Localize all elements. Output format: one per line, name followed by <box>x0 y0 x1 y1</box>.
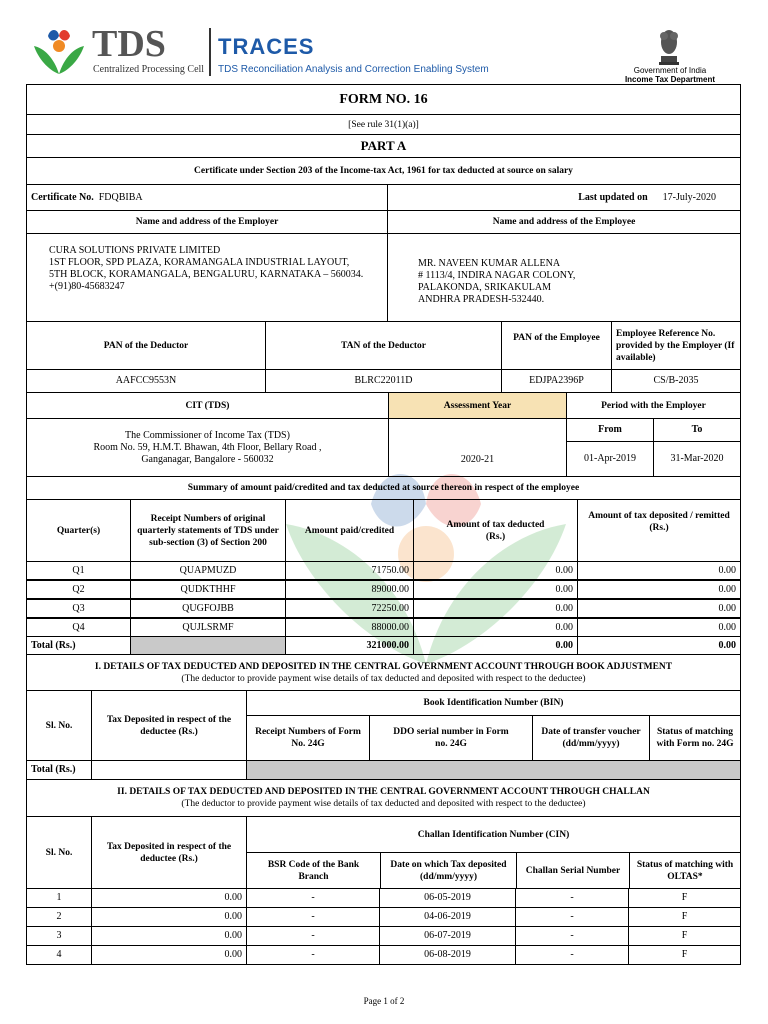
challan-date: 06-07-2019 <box>379 927 515 945</box>
cit-head: CIT (TDS) <box>185 400 230 411</box>
pan-heads-row <box>26 321 741 370</box>
challan-date: 04-06-2019 <box>379 908 515 926</box>
challan-slno: 1 <box>56 892 62 903</box>
last-updated-value: 17-July-2020 <box>662 191 716 203</box>
cin-group <box>246 817 740 888</box>
quarter: Q4 <box>72 621 85 633</box>
period-from <box>566 419 653 476</box>
cin-head: Challan Identification Number (CIN) <box>247 817 740 853</box>
challan-status: F <box>628 946 740 964</box>
employee-line: MR. NAVEEN KUMAR ALLENA <box>418 258 561 269</box>
pan-employee: EDJPA2396P <box>501 370 611 392</box>
challan-date: 06-05-2019 <box>379 889 515 907</box>
section-2-sub: (The deductor to provide payment wise details of tax deducted and deposited with respect to the deductee) <box>181 799 586 809</box>
bin-group <box>246 691 740 760</box>
bin-total-value <box>91 761 246 779</box>
name-heads-row <box>26 210 741 234</box>
tax-deposited: 0.00 <box>577 600 740 617</box>
tan-deductor-head: TAN of the Deductor <box>265 322 501 369</box>
cin-col-bsr: BSR Code of the Bank Branch <box>267 859 360 882</box>
bin-col-ddo: DDO serial number in Form no. 24G <box>369 716 532 760</box>
challan-date: 06-08-2019 <box>379 946 515 964</box>
summary-head: Summary of amount paid/credited and tax deducted at source thereon in respect of the employee <box>187 483 580 493</box>
form-title: FORM NO. 16 <box>339 91 428 107</box>
employer-line: +(91)80-45683247 <box>49 281 125 292</box>
summary-row <box>26 618 741 637</box>
period-head: Period with the Employer <box>566 393 740 418</box>
receipt-number: QUJLSRMF <box>130 619 285 636</box>
rule-ref: [See rule 31(1)(a)] <box>348 119 419 130</box>
period-to <box>653 419 740 476</box>
challan-slno: 4 <box>56 949 62 960</box>
tax-deducted: 0.00 <box>413 581 577 598</box>
challan-status: F <box>628 908 740 926</box>
ay-head: Assessment Year <box>388 393 566 418</box>
cin-slno-head: Sl. No. <box>45 847 73 858</box>
cin-col-date: Date on which Tax deposited (dd/mm/yyyy) <box>380 853 516 888</box>
challan-slno: 3 <box>56 930 62 941</box>
from-value: 01-Apr-2019 <box>583 453 636 464</box>
form-title-row <box>26 84 741 115</box>
employer-head: Name and address of the Employer <box>135 217 279 227</box>
last-updated-label: Last updated on <box>578 191 648 203</box>
certificate-heading-row <box>26 157 741 185</box>
employee-line: # 1113/4, INDIRA NAGAR COLONY, <box>418 270 576 281</box>
cert-no-label: Certificate No. <box>31 191 94 203</box>
cit-line: The Commissioner of Income Tax (TDS) <box>125 429 290 441</box>
amount-paid: 72250.00 <box>285 600 413 617</box>
challan-row <box>26 888 741 908</box>
challan-status: F <box>628 889 740 907</box>
page-footer: Page 1 of 2 <box>363 996 405 1006</box>
national-emblem-icon <box>655 26 683 66</box>
gov-line-2: Income Tax Department <box>624 75 716 84</box>
tax-deposited: 0.00 <box>577 581 740 598</box>
col-deposited: Amount of tax deposited / remitted (Rs.) <box>577 500 740 561</box>
challan-status: F <box>628 927 740 945</box>
summary-row <box>26 561 741 580</box>
bin-total-row <box>26 760 741 780</box>
challan-bsr: - <box>246 889 379 907</box>
col-receipt: Receipt Numbers of original quarterly statements of TDS under sub-section (3) of Section 200 <box>130 500 285 561</box>
cin-head-row <box>26 816 741 889</box>
section-1-title: I. DETAILS OF TAX DEDUCTED AND DEPOSITED IN THE CENTRAL GOVERNMENT ACCOUNT THROUGH BOOK ADJUSTMENT <box>94 661 673 672</box>
bin-total-blank <box>246 761 740 779</box>
cin-subcols <box>247 853 740 888</box>
amount-paid: 71750.00 <box>285 562 413 579</box>
bin-col-date: Date of transfer voucher (dd/mm/yyyy) <box>532 716 649 760</box>
ay-value: 2020-21 <box>388 419 566 476</box>
part-title: PART A <box>360 138 407 153</box>
bin-head-row <box>26 690 741 761</box>
summary-cols-row <box>26 499 741 562</box>
section-1-text <box>27 655 740 690</box>
tax-deducted: 0.00 <box>413 562 577 579</box>
addresses-row <box>26 233 741 322</box>
section-2-text <box>27 780 740 816</box>
quarter: Q3 <box>72 602 85 614</box>
summary-row <box>26 599 741 618</box>
employee-line: PALAKONDA, SRIKAKULAM <box>418 282 551 293</box>
employee-head: Name and address of the Employee <box>387 211 740 233</box>
certificate-row <box>26 184 741 211</box>
challan-tax: 0.00 <box>91 908 246 926</box>
challan-serial: - <box>515 889 628 907</box>
employer-address <box>27 234 387 321</box>
col-quarter: Quarter(s) <box>56 525 101 536</box>
bin-slno-head: Sl. No. <box>45 720 73 731</box>
challan-tax: 0.00 <box>91 946 246 964</box>
challan-bsr: - <box>246 946 379 964</box>
employer-line: 1ST FLOOR, SPD PLAZA, KORAMANGALA INDUSTRIAL LAYOUT, <box>49 257 350 268</box>
employee-line: ANDHRA PRADESH-532440. <box>418 294 545 305</box>
challan-tax: 0.00 <box>91 889 246 907</box>
receipt-number: QUGFOJBB <box>130 600 285 617</box>
total-receipt-blank <box>130 637 285 654</box>
challan-tax: 0.00 <box>91 927 246 945</box>
col-paid: Amount paid/credited <box>285 500 413 561</box>
challan-serial: - <box>515 908 628 926</box>
cin-col-status: Status of matching with OLTAS* <box>629 853 740 888</box>
challan-bsr: - <box>246 908 379 926</box>
challan-serial: - <box>515 927 628 945</box>
total-paid: 321000.00 <box>285 637 413 654</box>
amount-paid: 89000.00 <box>285 581 413 598</box>
quarter: Q1 <box>72 564 85 576</box>
bin-subcols <box>247 716 740 760</box>
cin-col-serial: Challan Serial Number <box>516 853 629 888</box>
gov-line-1: Government of India <box>633 66 707 75</box>
cit-line: Ganganagar, Bangalore - 560032 <box>141 453 274 465</box>
employee-address <box>387 234 740 321</box>
cin-taxdep-head: Tax Deposited in respect of the deductee (Rs.) <box>91 817 246 888</box>
amount-paid: 88000.00 <box>285 619 413 636</box>
section-2-title: II. DETAILS OF TAX DEDUCTED AND DEPOSITED IN THE CENTRAL GOVERNMENT ACCOUNT THROUGH CHALLAN <box>117 787 650 797</box>
employer-line: 5TH BLOCK, KORAMANGALA, BENGALURU, KARNATAKA – 560034. <box>49 269 364 280</box>
last-updated <box>387 185 740 210</box>
traces-wordmark: TRACES <box>218 34 315 59</box>
certificate-number <box>27 185 387 210</box>
total-deducted: 0.00 <box>413 637 577 654</box>
pan-deductor-head: PAN of the Deductor <box>103 340 189 351</box>
form-16 <box>26 84 741 964</box>
part-row <box>26 134 741 158</box>
bin-head: Book Identification Number (BIN) <box>247 691 740 716</box>
cit-line: Room No. 59, H.M.T. Bhawan, 4th Floor, Bellary Road , <box>93 441 322 453</box>
emp-ref: CS/B-2035 <box>611 370 740 392</box>
pan-employee-head: PAN of the Employee <box>501 322 611 369</box>
receipt-number: QUAPMUZD <box>130 562 285 579</box>
from-head: From <box>567 419 653 442</box>
bin-col-status: Status of matching with Form no. 24G <box>649 716 740 760</box>
challan-slno: 2 <box>56 911 62 922</box>
section-1-sub: (The deductor to provide payment wise details of tax deducted and deposited with respect to the deductee) <box>181 673 586 684</box>
challan-serial: - <box>515 946 628 964</box>
receipt-number: QUDKTHHF <box>130 581 285 598</box>
section-1-head <box>26 654 741 691</box>
summary-head-row <box>26 476 741 500</box>
challan-row <box>26 907 741 927</box>
bin-total-label: Total (Rs.) <box>31 764 76 775</box>
pan-deductor: AAFCC9553N <box>115 375 177 386</box>
tds-wordmark: TDS <box>92 23 166 65</box>
challan-row <box>26 926 741 946</box>
header-divider <box>209 28 211 76</box>
rule-row <box>26 114 741 135</box>
col-deducted: Amount of tax deducted (Rs.) <box>413 500 577 561</box>
quarter: Q2 <box>72 583 85 595</box>
employer-line: CURA SOLUTIONS PRIVATE LIMITED <box>49 245 221 256</box>
challan-bsr: - <box>246 927 379 945</box>
pan-values-row <box>26 369 741 393</box>
total-deposited: 0.00 <box>577 637 740 654</box>
tax-deducted: 0.00 <box>413 600 577 617</box>
section-2-head <box>26 779 741 817</box>
tax-deducted: 0.00 <box>413 619 577 636</box>
cit-address <box>27 419 388 476</box>
tax-deposited: 0.00 <box>577 619 740 636</box>
tan-deductor: BLRC22011D <box>265 370 501 392</box>
page-header <box>0 0 768 84</box>
to-head: To <box>654 419 740 442</box>
traces-subtitle: TDS Reconciliation Analysis and Correction Enabling System <box>218 64 489 75</box>
tds-subtitle: Centralized Processing Cell <box>93 64 205 75</box>
bin-taxdep-head: Tax Deposited in respect of the deductee (Rs.) <box>91 691 246 760</box>
summary-total-row <box>26 636 741 655</box>
summary-row <box>26 580 741 599</box>
to-value: 31-Mar-2020 <box>670 453 724 464</box>
cert-no-value: FDQBIBA <box>98 191 143 203</box>
cit-heads-row <box>26 392 741 419</box>
emp-ref-head: Employee Reference No. provided by the Employer (If available) <box>611 322 740 369</box>
cit-values-row <box>26 418 741 477</box>
challan-row <box>26 945 741 965</box>
bin-col-receipt: Receipt Numbers of Form No. 24G <box>255 727 361 749</box>
tds-logo-icon <box>30 26 88 76</box>
total-label: Total (Rs.) <box>31 639 76 651</box>
tax-deposited: 0.00 <box>577 562 740 579</box>
certificate-heading: Certificate under Section 203 of the Income-tax Act, 1961 for tax deducted at source on salary <box>194 166 573 176</box>
